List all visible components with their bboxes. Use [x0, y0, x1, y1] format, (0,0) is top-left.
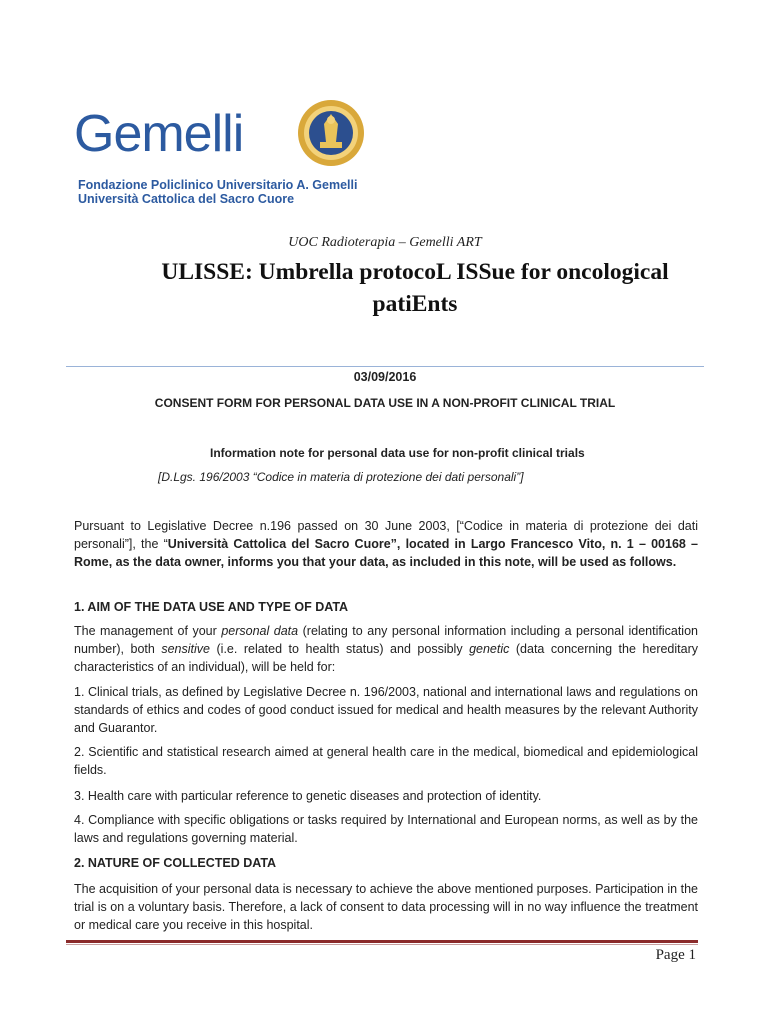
document-date: 03/09/2016	[353, 370, 417, 384]
footer-divider	[66, 940, 698, 943]
section-1-item-2: 2. Scientific and statistical research aimed at general health care in the medical, biomedical and epidemiological fields.	[74, 745, 698, 777]
title-line-1: ULISSE: Umbrella protocoL ISSue for oncological	[161, 259, 669, 285]
institution-line-1: Fondazione Policlinico Universitario A. Gemelli	[78, 178, 358, 192]
section-1-item-1: 1. Clinical trials, as defined by Legislative Decree n. 196/2003, national and international laws and regulations on standards of ethics and codes of good conduct issued for medical and health measures by the relevant Authority and Guarantor.	[74, 685, 698, 735]
legal-reference: [D.Lgs. 196/2003 “Codice in materia di protezione dei dati personali”]	[158, 470, 524, 484]
page-number: Page 1	[655, 947, 696, 963]
university-seal-icon	[296, 98, 366, 168]
section-1-heading: 1. AIM OF THE DATA USE AND TYPE OF DATA	[74, 600, 349, 614]
footer-divider-thin	[66, 944, 698, 945]
header-divider	[66, 366, 704, 367]
institution-line-2: Università Cattolica del Sacro Cuore	[78, 192, 295, 206]
gemelli-logo: Gemelli	[74, 105, 244, 163]
section-1-item-3: 3. Health care with particular reference to genetic diseases and protection of identity.	[74, 789, 542, 803]
section-2-heading: 2. NATURE OF COLLECTED DATA	[74, 856, 277, 870]
info-note-heading: Information note for personal data use for non-profit clinical trials	[210, 446, 585, 460]
section-1-paragraph: The management of your personal data (relating to any personal information including a personal identification number), both sensitive (i.e. related to health status) and possibly genetic (data concerning the hereditary characteristics of an individual), will be held for:	[74, 624, 698, 674]
department-unit: UOC Radioterapia – Gemelli ART	[288, 235, 482, 250]
intro-paragraph: Pursuant to Legislative Decree n.196 passed on 30 June 2003, [“Codice in materia di protezione dei dati personali”], the “Università Cattolica del Sacro Cuore”, located in Largo Francesco Vito, n. 1 – 00168 – Rome, as the data owner, informs you that your data, as included in this note, will be used as follows.	[74, 519, 698, 569]
section-1-item-4: 4. Compliance with specific obligations or tasks required by International and European norms, as well as by the laws and regulations governing material.	[74, 813, 698, 845]
consent-heading: CONSENT FORM FOR PERSONAL DATA USE IN A NON-PROFIT CLINICAL TRIAL	[154, 396, 616, 410]
section-2-paragraph: The acquisition of your personal data is necessary to achieve the above mentioned purposes. Participation in the trial is on a voluntary basis. Therefore, a lack of consent to data processing will in no way influence the treatment or medical care you receive in this hospital.	[74, 882, 698, 932]
document-title	[80, 256, 750, 320]
title-line-2: patiEnts	[372, 291, 458, 317]
